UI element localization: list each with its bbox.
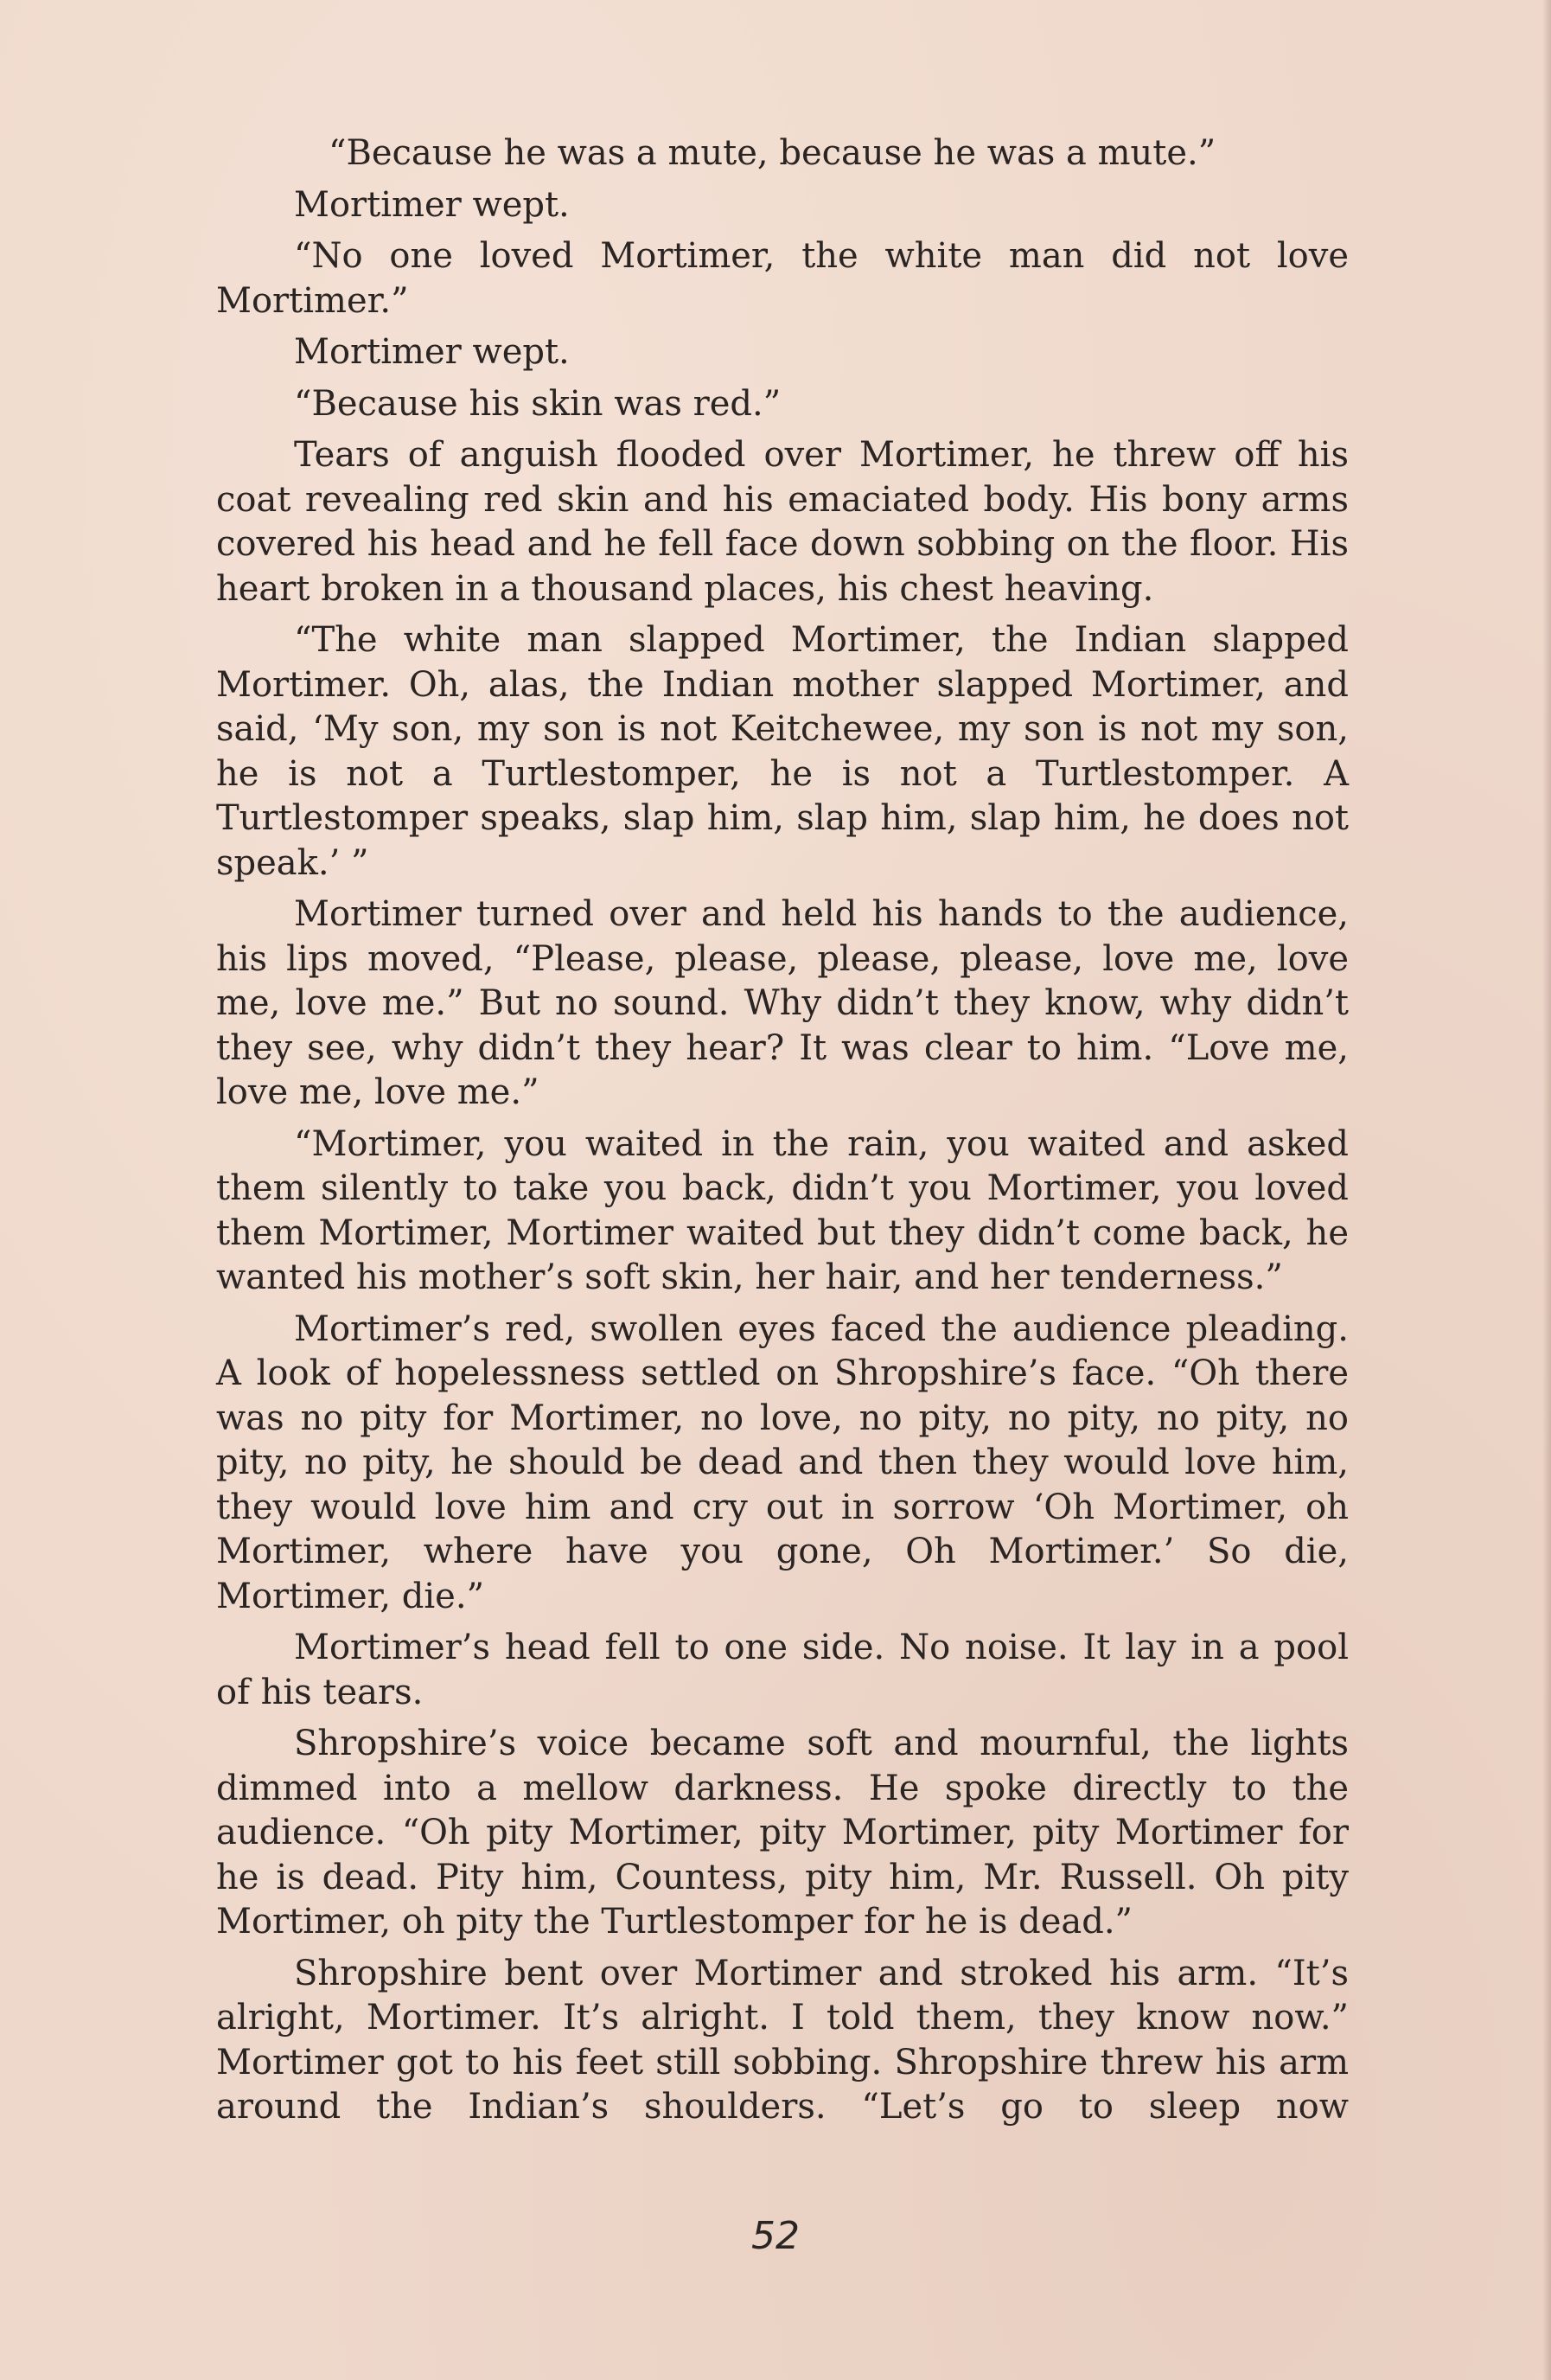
paragraph: Shropshire’s voice became soft and mournful, the lights dimmed into a mellow darkness. He spoke directly to the audience. “Oh pity Mortimer, pity Mortimer, pity Mortimer for he is dead. Pity him, Countess, pity him, Mr. Russell. Oh pity Mortimer, oh pity the Turtlestomper for he is dead.”: [216, 1724, 1349, 1942]
paragraph: “Because his skin was red.”: [294, 383, 782, 424]
paragraph: Mortimer’s red, swollen eyes faced the audience pleading. A look of hopelessness settled on Shropshire’s face. “Oh there was no pity for Mortimer, no love, no pity, no pity, no pity, no pity, no pity, he should be dead and then they would love him, they would love him and cry out in sorrow ‘Oh Mortimer, oh Mortimer, where have you gone, Oh Mortimer.’ So die, Mortimer, die.”: [216, 1308, 1349, 1616]
paragraph: Mortimer’s head fell to one side. No noise. It lay in a pool of his tears.: [216, 1628, 1349, 1712]
paragraph: Shropshire bent over Mortimer and stroked his arm. “It’s alright, Mortimer. It’s alright. I told them, they know now.” Mortimer got to his feet still sobbing. Shropshire threw his arm around the Indian’s shoulders. “Let’s go to sleep now: [216, 1953, 1349, 2127]
paragraph: Tears of anguish flooded over Mortimer, he threw off his coat revealing red skin and his emaciated body. His bony arms covered his head and he fell face down sobbing on the floor. His heart broken in a thousand places, his chest heaving.: [216, 435, 1349, 609]
page-edge-shadow: [1542, 0, 1551, 2380]
paragraph: Mortimer wept.: [294, 184, 570, 225]
paragraph: “Because he was a mute, because he was a mute.”: [329, 133, 1216, 173]
paragraph: “Mortimer, you waited in the rain, you waited and asked them silently to take you back, didn’t you Mortimer, you loved them Mortimer, Mortimer waited but they didn’t come back, he wanted his mother’s soft skin, her hair, and her tenderness.”: [216, 1123, 1349, 1297]
paragraph: “No one loved Mortimer, the white man did not love Mortimer.”: [216, 236, 1349, 321]
paragraph: Mortimer turned over and held his hands to the audience, his lips moved, “Please, please, please, please, love me, love me, love me.” But no sound. Why didn’t they know, why didn’t they see, why didn’t they hear? It was clear to him. “Love me, love me, love me.”: [216, 894, 1349, 1112]
paragraph: “The white man slapped Mortimer, the Indian slapped Mortimer. Oh, alas, the Indian mother slapped Mortimer, and said, ‘My son, my son is not Keitchewee, my son is not my son, he is not a Turtlestomper, he is not a Turtlestomper. A Turtlestomper speaks, slap him, slap him, slap him, he does not speak.’ ”: [216, 620, 1349, 883]
page-number: 52: [751, 2214, 800, 2258]
body-text: [216, 131, 1349, 2137]
paragraph: Mortimer wept.: [294, 332, 570, 372]
